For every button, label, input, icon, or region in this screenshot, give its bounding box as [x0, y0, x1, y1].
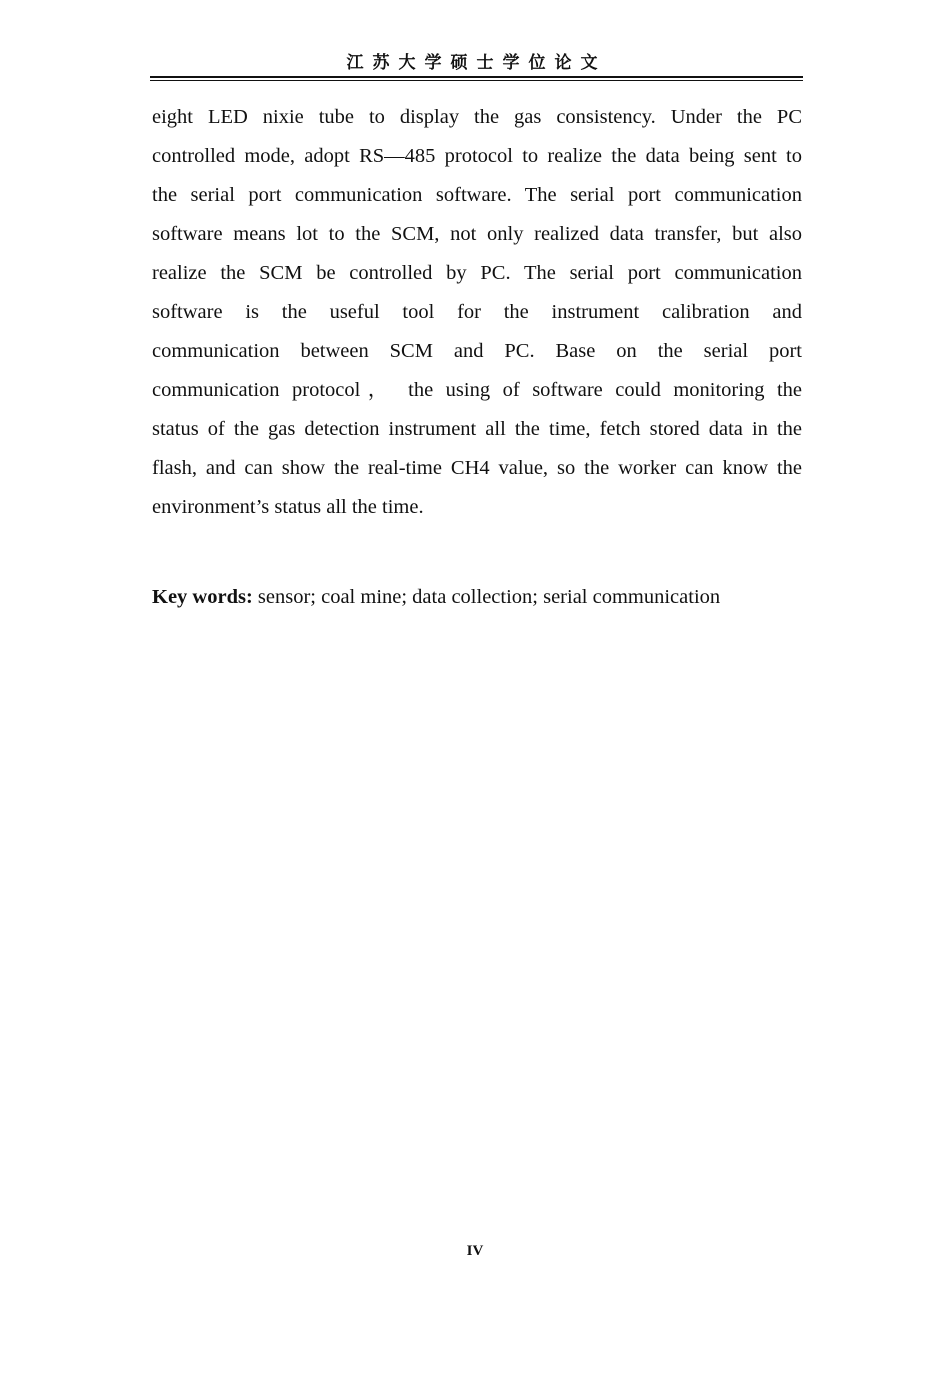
abstract-line: the serial port communication software. The serial port communication [152, 184, 802, 206]
header-rule [150, 76, 803, 78]
abstract-line: environment’s status all the time. [152, 496, 424, 518]
page-number: IV [466, 1243, 484, 1259]
running-header: 江苏大学硕士学位论文 [346, 53, 607, 73]
abstract-line: flash, and can show the real-time CH4 value, so the worker can know the [152, 457, 802, 479]
abstract-line: controlled mode, adopt RS—485 protocol to realize the data being sent to [152, 145, 802, 167]
abstract-line: software is the useful tool for the instrument calibration and [152, 301, 802, 323]
keywords [152, 578, 802, 617]
abstract-line: eight LED nixie tube to display the gas consistency. Under the PC [152, 106, 802, 128]
abstract-line: status of the gas detection instrument all the time, fetch stored data in the [152, 418, 802, 440]
header-rule-thin [150, 80, 803, 81]
keywords-text: sensor; coal mine; data collection; serial communication [252, 586, 721, 608]
abstract-line: realize the SCM be controlled by PC. The serial port communication [152, 262, 802, 284]
abstract-line: software means lot to the SCM, not only realized data transfer, but also [152, 223, 802, 245]
abstract-line: communication protocol， the using of software could monitoring the [152, 379, 802, 401]
abstract-body [152, 98, 802, 527]
abstract-line: communication between SCM and PC. Base on the serial port [152, 340, 802, 362]
keywords-label: Key words: [152, 586, 253, 608]
